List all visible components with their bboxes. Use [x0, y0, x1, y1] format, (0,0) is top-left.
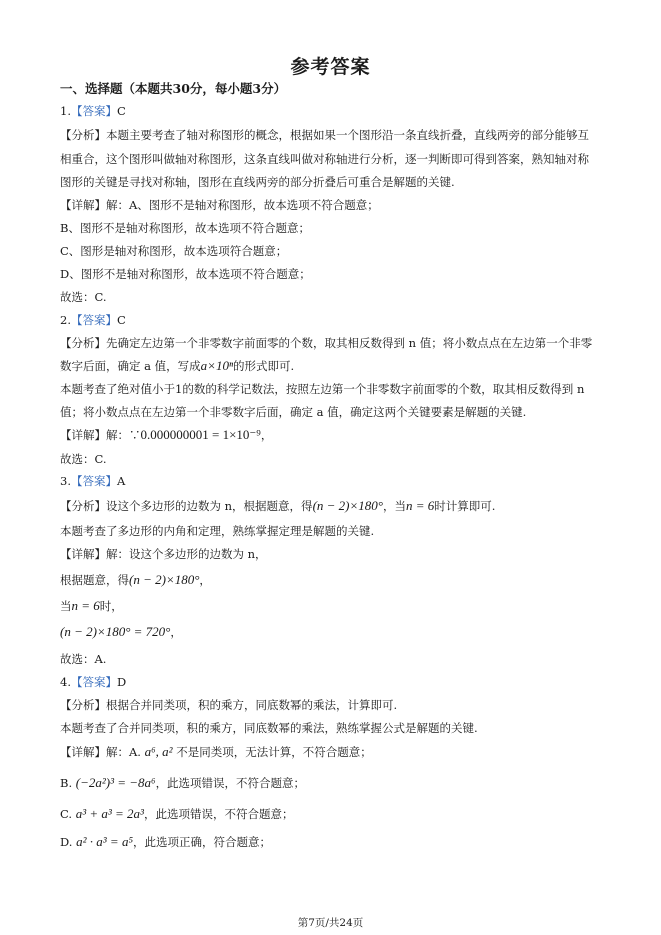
q3-formula: (n − 2)×180°	[312, 498, 383, 513]
q2-answer: C	[116, 313, 126, 327]
answer-tag: 【答案】	[70, 675, 117, 689]
q3-detail-2	[60, 571, 605, 589]
q3-answer-line	[60, 472, 605, 490]
q1-number: 1.	[60, 104, 71, 118]
q3-detail-3-formula: n = 6	[71, 598, 100, 613]
q4-detail-a-tail: 不是同类项，无法计算，不符合题意；	[176, 745, 372, 759]
q3-analysis-mid: ，当	[382, 499, 406, 513]
q2-summary-1: 本题考查了绝对值小于1的数的科学记数法，按照左边第一个非零数字前面零的个数，取其相反数得到 n	[60, 382, 585, 396]
q4-detail-a-text: 【详解】解：A.	[60, 745, 141, 759]
page-title: 参考答案	[290, 56, 371, 78]
q3-detail-4	[60, 623, 605, 641]
q1-choose: 故选：C.	[60, 290, 107, 304]
q2-detail-tail: ，	[260, 428, 273, 442]
q1-detail-4: D、图形不是轴对称图形，故本选项不符合题意；	[60, 267, 311, 281]
q4-detail-d-tail: ，此选项正确，符合题意；	[132, 835, 271, 849]
q1-detail-3: C、图形是轴对称图形，故本选项符合题意；	[60, 244, 288, 258]
q3-analysis	[60, 497, 605, 515]
q4-answer: D	[116, 675, 127, 689]
q3-detail-3-text: 当	[60, 599, 72, 613]
q4-summary: 本题考查了合并同类项，积的乘方，同底数幂的乘法，熟练掌握公式是解题的关键.	[60, 721, 478, 735]
q2-answer-line	[60, 311, 605, 329]
q4-detail-c-tail: ，此选项错误，不符合题意；	[143, 807, 294, 821]
q3-analysis-text: 【分析】设这个多边形的边数为 n，根据题意，得	[60, 499, 313, 513]
q2-analysis-2-text: 数字后面，确定 a 值，写成	[60, 359, 201, 373]
q3-detail-4-formula: (n − 2)×180° = 720°	[60, 624, 171, 639]
q3-summary: 本题考查了多边形的内角和定理，熟练掌握定理是解题的关键.	[60, 524, 375, 538]
q3-answer: A	[116, 474, 126, 488]
q1-answer: C	[116, 104, 126, 118]
q2-number: 2.	[60, 313, 71, 327]
q2-detail	[60, 426, 605, 444]
q3-detail-2-formula: (n − 2)×180°	[129, 572, 200, 587]
q1-analysis-3: 图形的关键是寻找对称轴，图形在直线两旁的部分折叠后可重合是解题的关键.	[60, 175, 455, 189]
q4-detail-d	[60, 833, 605, 851]
section-heading: 一、选择题（本题共30分，每小题3分）	[60, 81, 287, 96]
q4-answer-line	[60, 673, 605, 691]
q3-detail-2-tail: ，	[199, 573, 211, 587]
q4-detail-d-formula: a² · a³ = a⁵	[76, 834, 133, 849]
q4-detail-b-formula: (−2a²)³ = −8a⁶	[75, 775, 156, 790]
q2-analysis-2	[60, 357, 605, 375]
q3-detail-3-tail: 时，	[99, 599, 123, 613]
q2-detail-formula: 0.000000001 = 1×10⁻⁹	[140, 427, 261, 442]
q1-analysis-1: 【分析】本题主要考查了轴对称图形的概念，根据如果一个图形沿一条直线折叠，直线两旁的部分能够互	[60, 128, 589, 142]
q1-analysis-2: 相重合，这个图形叫做轴对称图形，这条直线叫做对称轴进行分析，逐一判断即可得到答案，熟知轴对称	[60, 152, 589, 166]
q4-detail-c-formula: a³ + a³ = 2a³	[75, 806, 144, 821]
q1-detail-1: 【详解】解：A、图形不是轴对称图形，故本选项不符合题意；	[60, 198, 379, 212]
q3-number: 3.	[60, 474, 71, 488]
q4-detail-a	[60, 743, 605, 761]
q2-choose: 故选：C.	[60, 452, 107, 466]
q2-detail-text: 【详解】解：∵	[60, 428, 141, 442]
q4-number: 4.	[60, 675, 71, 689]
q2-analysis-2-tail: 的形式即可.	[233, 359, 295, 373]
answer-tag: 【答案】	[70, 474, 117, 488]
q3-detail-2-text: 根据题意，得	[60, 573, 129, 587]
q2-formula: a×10ⁿ	[200, 358, 234, 373]
q4-detail-a-formula: a⁶, a²	[144, 744, 173, 759]
q3-analysis-tail: 时计算即可.	[434, 499, 496, 513]
q2-summary-2: 值；将小数点点在左边第一个非零数字后面，确定 a 值，确定这两个关键要素是解题的关键.	[60, 405, 527, 419]
q1-answer-line	[60, 102, 605, 120]
q2-analysis-1: 【分析】先确定左边第一个非零数字前面零的个数，取其相反数得到 n 值；将小数点点在左边第一个非零	[60, 336, 593, 350]
answer-tag: 【答案】	[70, 104, 117, 118]
q4-detail-b-text: B.	[60, 776, 73, 790]
q3-detail-4-tail: ，	[170, 625, 182, 639]
q3-choose: 故选：A.	[60, 652, 107, 666]
q4-detail-d-text: D.	[60, 835, 73, 849]
q4-detail-c-text: C.	[60, 807, 73, 821]
q4-detail-b	[60, 774, 605, 792]
q4-detail-c	[60, 805, 605, 823]
q3-detail-1: 【详解】解：设这个多边形的边数为 n，	[60, 547, 267, 561]
q1-detail-2: B、图形不是轴对称图形，故本选项不符合题意；	[60, 221, 310, 235]
answer-tag: 【答案】	[70, 313, 117, 327]
q4-detail-b-tail: ，此选项错误，不符合题意；	[155, 776, 306, 790]
q3-formula-2: n = 6	[405, 498, 435, 513]
q4-analysis: 【分析】根据合并同类项，积的乘方，同底数幂的乘法，计算即可.	[60, 698, 398, 712]
page-footer: 第7页/共24页	[297, 917, 364, 929]
q3-detail-3	[60, 597, 605, 615]
